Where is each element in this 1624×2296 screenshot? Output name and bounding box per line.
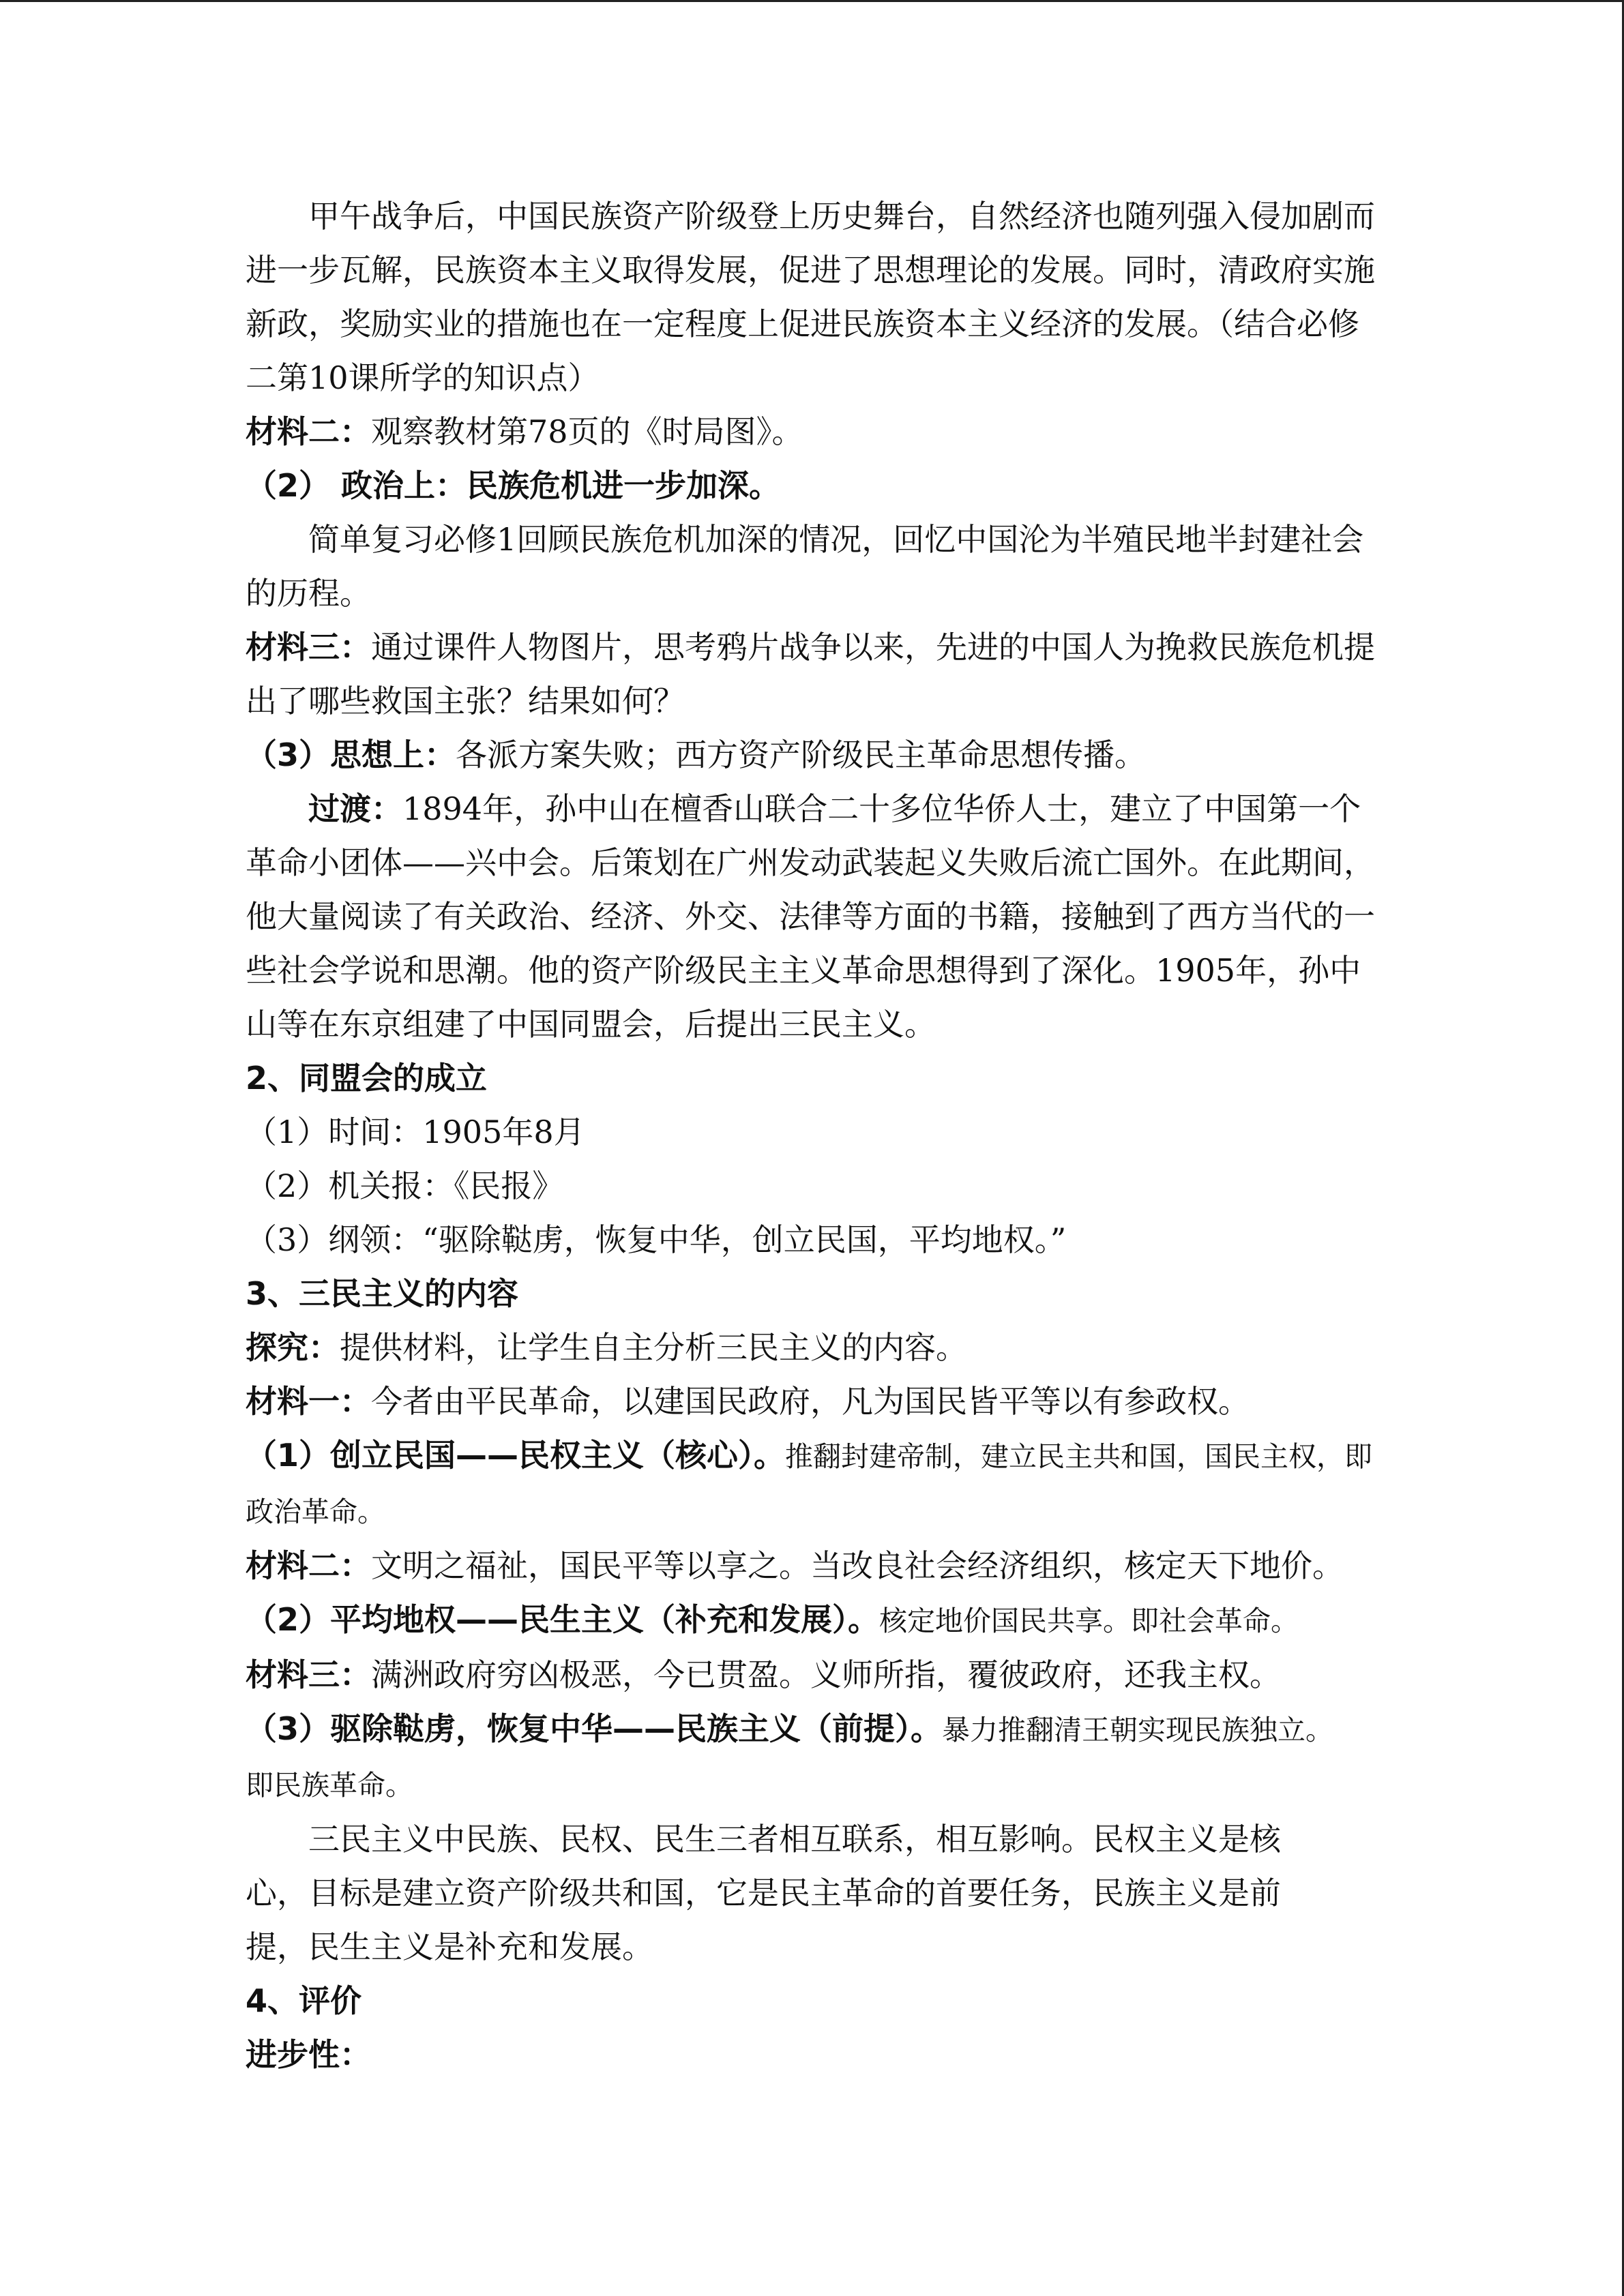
heading-label: （3）思想上：: [246, 736, 456, 773]
principle-heading: （2）平均地权——民生主义（补充和发展）。: [246, 1601, 880, 1638]
section-title-evaluation: 4、评价: [246, 1982, 362, 2019]
document-body: [246, 190, 1378, 2082]
paragraph-economic-background: 甲午战争后，中国民族资产阶级登上历史舞台，自然经济也随列强入侵加剧而进一步瓦解，民族资本主义取得发展，促进了思想理论的发展。同时，清政府实施新政，奖励实业的措施也在一定程度上促进民族资本主义经济的发展。（结合必修二第10课所学的知识点）: [246, 198, 1375, 396]
material-text: 今者由平民革命，以建国民政府，凡为国民皆平等以有参政权。: [371, 1383, 1250, 1420]
material-label: 材料二：: [246, 1547, 371, 1584]
material-label: 材料三：: [246, 629, 371, 666]
paragraph-summary: 三民主义中民族、民权、民生三者相互联系，相互影响。民权主义是核心，目标是建立资产阶级共和国，它是民主革命的首要任务，民族主义是前提，民生主义是补充和发展。: [246, 1821, 1281, 1965]
material-text: 通过课件人物图片，思考鸦片战争以来，先进的中国人为挽救民族危机提出了哪些救国主张？结果如何？: [246, 629, 1375, 719]
list-item-newspaper: （2）机关报：《民报》: [246, 1167, 564, 1204]
material-two-line: [246, 405, 1378, 459]
principle-livelihood: [246, 1593, 1378, 1648]
heading-number: （2）: [246, 467, 331, 504]
principle-text: 核定地价国民共享。即社会革命。: [879, 1605, 1299, 1637]
paragraph-transition: [246, 782, 1378, 1052]
explore-line: [246, 1321, 1378, 1375]
principle-heading: （3）驱除鞑虏，恢复中华——民族主义（前提）。: [246, 1710, 943, 1747]
principle-nationalism: [246, 1702, 1337, 1813]
heading-text: 政治上：民族危机进一步加深。: [330, 467, 781, 504]
transition-label: 过渡：: [308, 790, 402, 827]
content-material-two: [246, 1539, 1378, 1593]
principle-democracy: [246, 1429, 1378, 1539]
content-material-one: [246, 1375, 1378, 1429]
material-text: 观察教材第78页的《时局图》。: [371, 413, 803, 450]
material-three-line: [246, 621, 1378, 728]
explore-label: 探究：: [246, 1329, 340, 1366]
list-item-time: （1）时间：1905年8月: [246, 1114, 585, 1150]
heading-text: 各派方案失败；西方资产阶级民主革命思想传播。: [456, 736, 1147, 773]
principle-text: 推翻封建帝制，建立民主共和国，国民主权，即政治革命。: [246, 1440, 1373, 1528]
material-label: 材料三：: [246, 1656, 371, 1693]
explore-text: 提供材料，让学生自主分析三民主义的内容。: [340, 1329, 967, 1366]
material-text: 文明之福祉，国民平等以享之。当改良社会经济组织，核定天下地价。: [371, 1547, 1344, 1584]
section-title-three-principles: 3、三民主义的内容: [246, 1275, 519, 1312]
material-label: 材料二：: [246, 413, 371, 450]
principle-text: 暴力推翻清王朝实现民族独立。即民族革命。: [246, 1714, 1334, 1802]
principle-heading: （1）创立民国——民权主义（核心）。: [246, 1437, 786, 1474]
content-material-three: [246, 1648, 1378, 1702]
transition-text: 1894年，孙中山在檀香山联合二十多位华侨人士，建立了中国第一个革命小团体——兴中会。后策划在广州发动武装起义失败后流亡国外。在此期间，他大量阅读了有关政治、经济、外交、法律等方面的书籍，接触到了西方当代的一些社会学说和思潮。他的资产阶级民主主义革命思想得到了深化。1905年，孙中山等在东京组建了中国同盟会，后提出三民主义。: [246, 790, 1375, 1043]
page-border-top: [0, 0, 1624, 2]
material-text: 满洲政府穷凶极恶，今已贯盈。义师所指，覆彼政府，还我主权。: [371, 1656, 1281, 1693]
section-title-tongmenghui: 2、同盟会的成立: [246, 1060, 488, 1097]
progress-label: 进步性：: [246, 2036, 371, 2073]
list-item-program: （3）纲领：“驱除鞑虏，恢复中华，创立民国，平均地权。”: [246, 1221, 1067, 1258]
paragraph-national-crisis: 简单复习必修1回顾民族危机加深的情况，回忆中国沦为半殖民地半封建社会的历程。: [246, 521, 1364, 612]
heading-political: [246, 459, 1378, 513]
material-label: 材料一：: [246, 1383, 371, 1420]
heading-ideology: [246, 728, 1378, 782]
